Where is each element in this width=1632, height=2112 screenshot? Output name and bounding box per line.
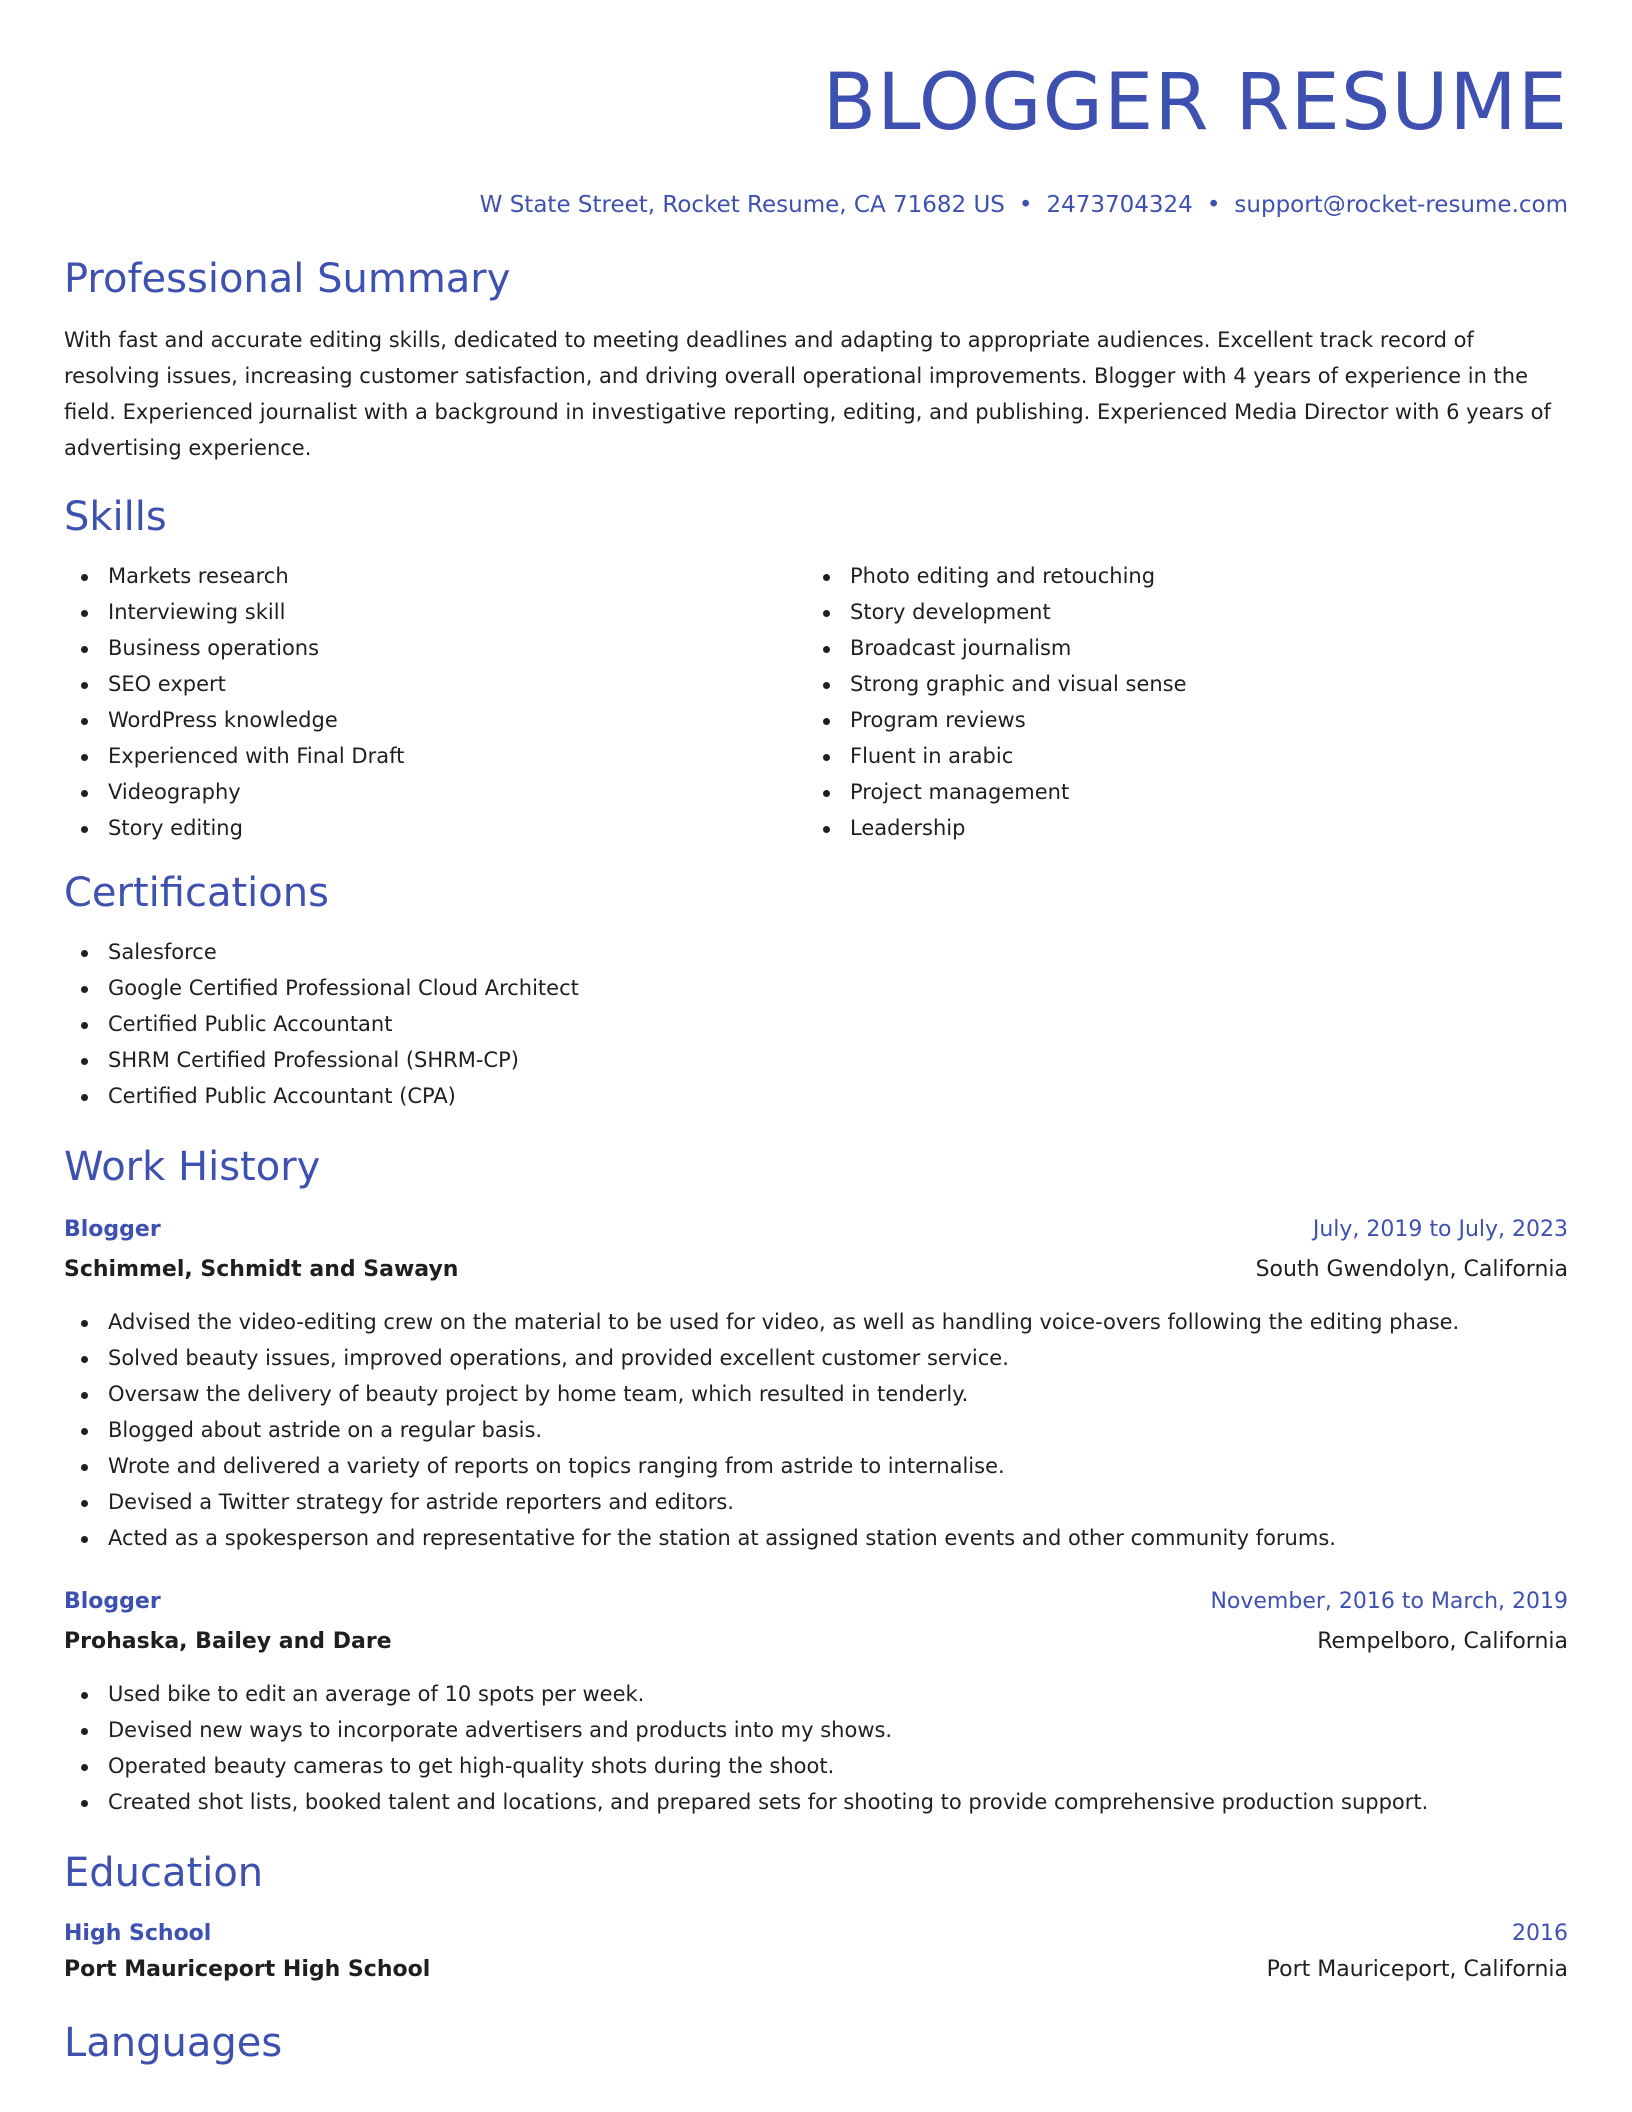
education-school: Port Mauriceport High School xyxy=(64,1957,431,1982)
certification-item: Google Certified Professional Cloud Architect xyxy=(64,970,1568,1006)
skills-column-right xyxy=(806,558,1548,846)
summary-section xyxy=(64,254,1568,466)
resume-title: BLOGGER RESUME xyxy=(822,58,1568,148)
summary-heading: Professional Summary xyxy=(64,256,511,302)
education-school-row xyxy=(64,1952,1568,1988)
skill-item: Project management xyxy=(806,774,1548,810)
job-entry xyxy=(64,1212,1568,1556)
job-header-row xyxy=(64,1212,1568,1248)
job-employer: Prohaska, Bailey and Dare xyxy=(64,1629,392,1654)
languages-heading: Languages xyxy=(64,2020,283,2066)
job-bullet: Used bike to edit an average of 10 spots per week. xyxy=(64,1676,1568,1712)
job-bullet: Operated beauty cameras to get high-quality shots during the shoot. xyxy=(64,1748,1568,1784)
skill-item: Business operations xyxy=(64,630,806,666)
contact-separator: • xyxy=(1018,192,1033,218)
skills-section xyxy=(64,492,1568,846)
skill-item: Experienced with Final Draft xyxy=(64,738,806,774)
job-bullet: Wrote and delivered a variety of reports on topics ranging from astride to internalise. xyxy=(64,1448,1568,1484)
contact-email[interactable]: support@rocket-resume.com xyxy=(1234,192,1568,218)
languages-section xyxy=(64,2018,1568,2068)
contact-line xyxy=(64,190,1568,220)
job-employer-row xyxy=(64,1624,1568,1660)
job-title: Blogger xyxy=(64,1217,161,1242)
education-degree: High School xyxy=(64,1921,212,1946)
skill-item: Interviewing skill xyxy=(64,594,806,630)
work-history-section xyxy=(64,1142,1568,1820)
job-bullet: Created shot lists, booked talent and locations, and prepared sets for shooting to provide comprehensive production support. xyxy=(64,1784,1568,1820)
job-entry xyxy=(64,1584,1568,1820)
job-employer: Schimmel, Schmidt and Sawayn xyxy=(64,1257,459,1282)
skill-item: Strong graphic and visual sense xyxy=(806,666,1548,702)
certification-item: Salesforce xyxy=(64,934,1568,970)
contact-phone: 2473704324 xyxy=(1046,192,1193,218)
skill-item: Fluent in arabic xyxy=(806,738,1548,774)
contact-separator: • xyxy=(1206,192,1221,218)
education-location: Port Mauriceport, California xyxy=(1266,1957,1568,1982)
certification-item: Certified Public Accountant xyxy=(64,1006,1568,1042)
job-title: Blogger xyxy=(64,1589,161,1614)
skill-item: WordPress knowledge xyxy=(64,702,806,738)
job-dates: July, 2019 to July, 2023 xyxy=(1312,1217,1568,1242)
job-bullet: Devised new ways to incorporate advertisers and products into my shows. xyxy=(64,1712,1568,1748)
job-location: South Gwendolyn, California xyxy=(1255,1257,1568,1282)
certifications-section xyxy=(64,868,1568,1114)
education-header-row xyxy=(64,1916,1568,1952)
skill-item: Program reviews xyxy=(806,702,1548,738)
education-year: 2016 xyxy=(1512,1921,1568,1946)
skill-item: Videography xyxy=(64,774,806,810)
skill-item: SEO expert xyxy=(64,666,806,702)
skill-item: Story editing xyxy=(64,810,806,846)
skill-item: Photo editing and retouching xyxy=(806,558,1548,594)
skill-item: Broadcast journalism xyxy=(806,630,1548,666)
skills-grid xyxy=(64,558,1568,846)
skills-column-left xyxy=(64,558,806,846)
certification-item: Certified Public Accountant (CPA) xyxy=(64,1078,1568,1114)
contact-address: W State Street, Rocket Resume, CA 71682 US xyxy=(479,192,1005,218)
summary-text: With fast and accurate editing skills, dedicated to meeting deadlines and adapting to appropriate audiences. Excellent track record of resolving issues, increasing customer satisfaction, and driving overall operational improvements. Blogger with 4 years of experience in the field. Experienced journalist with a background in investigative reporting, editing, and publishing. Experienced Media Director with 6 years of advertising experience. xyxy=(64,328,1551,460)
job-header-row xyxy=(64,1584,1568,1620)
job-dates: November, 2016 to March, 2019 xyxy=(1210,1589,1568,1614)
job-bullet: Blogged about astride on a regular basis. xyxy=(64,1412,1568,1448)
job-bullet: Acted as a spokesperson and representative for the station at assigned station events and other community forums. xyxy=(64,1520,1568,1556)
job-employer-row xyxy=(64,1252,1568,1288)
skills-heading: Skills xyxy=(64,494,167,540)
certification-item: SHRM Certified Professional (SHRM-CP) xyxy=(64,1042,1568,1078)
job-bullet: Oversaw the delivery of beauty project by home team, which resulted in tenderly. xyxy=(64,1376,1568,1412)
certifications-heading: Certifications xyxy=(64,870,329,916)
work-history-heading: Work History xyxy=(64,1144,321,1190)
skill-item: Leadership xyxy=(806,810,1548,846)
skill-item: Story development xyxy=(806,594,1548,630)
education-heading: Education xyxy=(64,1850,264,1896)
job-location: Rempelboro, California xyxy=(1317,1629,1568,1654)
skill-item: Markets research xyxy=(64,558,806,594)
job-bullet: Advised the video-editing crew on the material to be used for video, as well as handling voice-overs following the editing phase. xyxy=(64,1304,1568,1340)
job-bullet: Devised a Twitter strategy for astride reporters and editors. xyxy=(64,1484,1568,1520)
job-bullet: Solved beauty issues, improved operations, and provided excellent customer service. xyxy=(64,1340,1568,1376)
education-section xyxy=(64,1848,1568,1988)
